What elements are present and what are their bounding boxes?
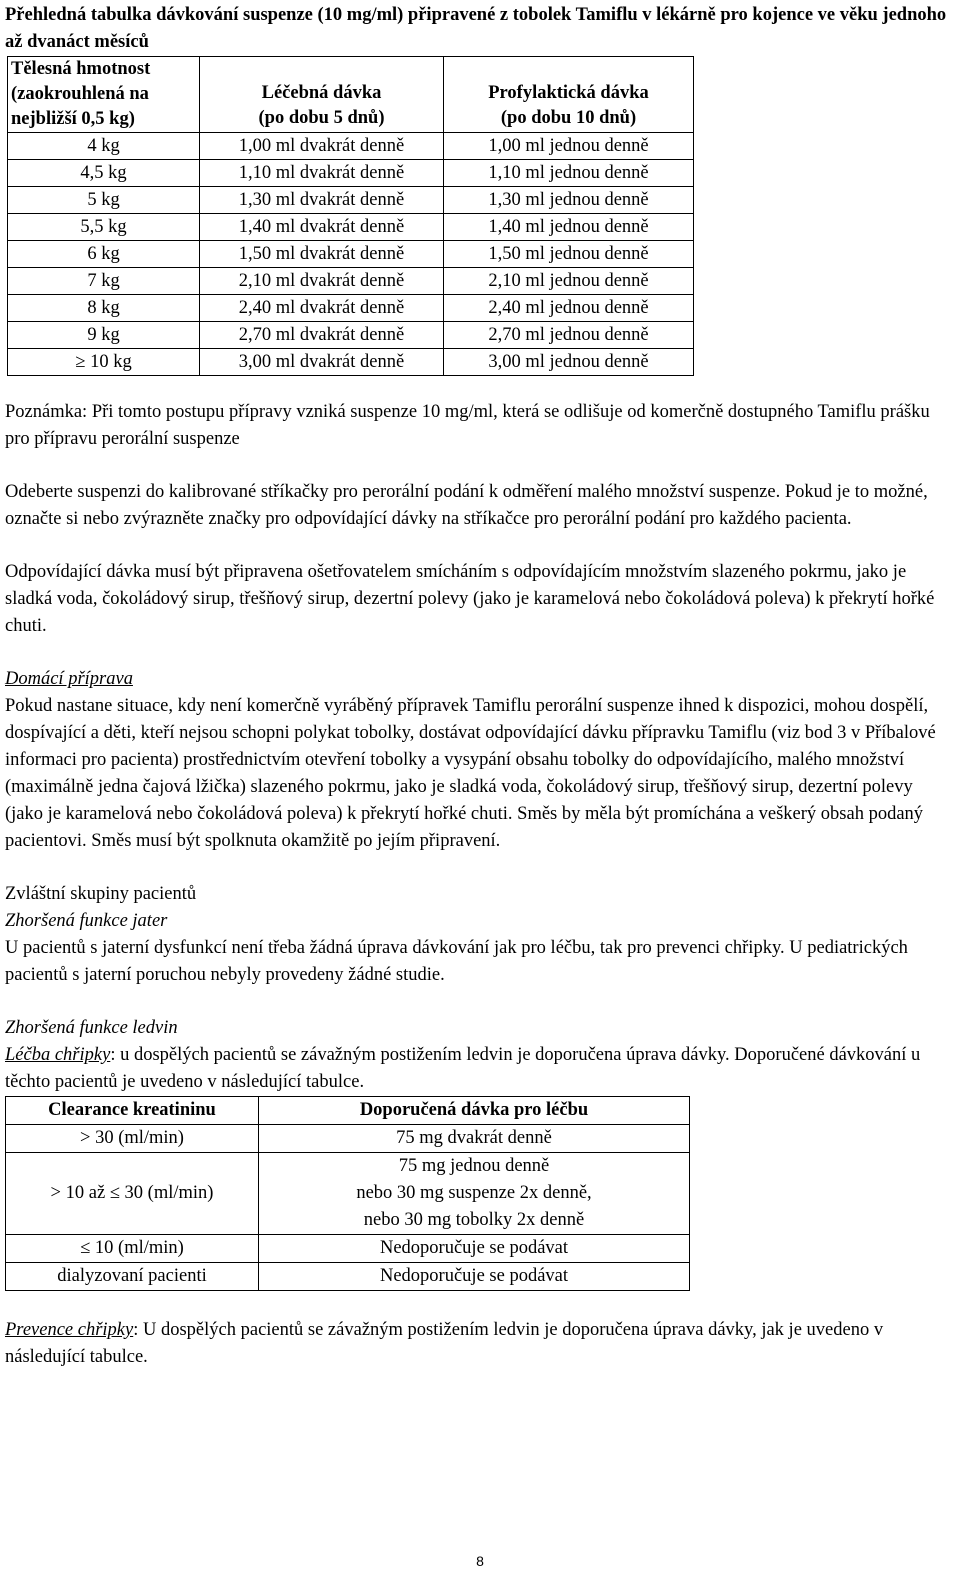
dose-cell: Nedoporučuje se podávat [259, 1263, 690, 1291]
header-prophylaxis: Profylaktická dávka (po dobu 10 dnů) [444, 57, 694, 133]
table-row [8, 187, 694, 214]
weight-cell: 6 kg [8, 241, 200, 268]
treatment-cell: 1,00 ml dvakrát denně [200, 133, 444, 160]
renal-treatment-text: : u dospělých pacientů se závažným postižením ledvin je doporučena úprava dávky. Doporučené dávkování u těchto pacientů je uvedeno v následující tabulce. [5, 1045, 921, 1092]
weight-cell: ≥ 10 kg [8, 349, 200, 376]
prevention-text: : U dospělých pacientů se závažným postižením ledvin je doporučena úprava dávky, jak je uvedeno v následující tabulce. [5, 1320, 884, 1367]
page-title: Přehledná tabulka dávkování suspenze (10 mg/ml) připravené z tobolek Tamiflu v lékárně pro kojence ve věku jednoho až dvanáct měsíců [5, 5, 947, 52]
treatment-cell: 1,40 ml dvakrát denně [200, 214, 444, 241]
header-recommended-dose: Doporučená dávka pro léčbu [259, 1097, 690, 1125]
treatment-cell: 1,30 ml dvakrát denně [200, 187, 444, 214]
prevention-label: Prevence chřipky [5, 1320, 134, 1340]
dose-preparation-paragraph: Odpovídající dávka musí být připravena ošetřovatelem smícháním s odpovídajícím množstvím slazeného pokrmu, jako je sladká voda, čokoládový sirup, třešňový sirup, dezertní polevy (jako je karamelová nebo čokoládová poleva) k překrytí hořké chuti. [5, 562, 935, 636]
prophylaxis-cell: 1,10 ml jednou denně [444, 160, 694, 187]
treatment-cell: 3,00 ml dvakrát denně [200, 349, 444, 376]
table-row [8, 268, 694, 295]
weight-cell: 7 kg [8, 268, 200, 295]
table-row [6, 1153, 690, 1235]
prophylaxis-cell: 1,50 ml jednou denně [444, 241, 694, 268]
renal-dose-table [5, 1096, 690, 1291]
hepatic-text: U pacientů s jaterní dysfunkcí není třeba žádná úprava dávkování jak pro léčbu, tak pro prevenci chřipky. U pediatrických pacientů s jaterní poruchou nebyly provedeny žádné studie. [5, 938, 908, 985]
special-groups-heading: Zvláštní skupiny pacientů [5, 884, 197, 904]
table-row [8, 133, 694, 160]
prophylaxis-cell: 3,00 ml jednou denně [444, 349, 694, 376]
weight-cell: 5,5 kg [8, 214, 200, 241]
home-preparation-heading: Domácí příprava [5, 669, 133, 689]
table-row [6, 1235, 690, 1263]
table-row [6, 1125, 690, 1153]
treatment-cell: 2,10 ml dvakrát denně [200, 268, 444, 295]
syringe-paragraph: Odeberte suspenzi do kalibrované stříkačky pro perorální podání k odměření malého množství suspenze. Pokud je to možné, označte si nebo zvýrazněte značky pro odpovídající dávky na stříkačce pro perorální podání pro každého pacienta. [5, 482, 928, 529]
weight-cell: 5 kg [8, 187, 200, 214]
prophylaxis-cell: 2,10 ml jednou denně [444, 268, 694, 295]
prophylaxis-cell: 1,40 ml jednou denně [444, 214, 694, 241]
table-row [8, 160, 694, 187]
home-preparation-text: Pokud nastane situace, kdy není komerčně vyráběný přípravek Tamiflu perorální suspenze ihned k dispozici, mohou dospělí, dospívající a děti, kteří nejsou schopni polykat tobolky, dostávat odpovídající dávku přípravku Tamiflu (viz bod 3 v Příbalové informaci pro pacienta) prostřednictvím otevření tobolky a vysypání obsahu tobolky do odpovídajícího, malého množství (maximálně jedna čajová lžička) slazeného pokrmu, jako je sladká voda, čokoládový sirup, třešňový sirup, dezertní polevy (jako je karamelová nebo čokoládová poleva) k překrytí hořké chuti. Směs by měla být promíchána a veškerý obsah podaný pacientovi. Směs musí být spolknuta okamžitě po jejím připravení. [5, 696, 936, 851]
treatment-cell: 2,70 ml dvakrát denně [200, 322, 444, 349]
document-page [5, 0, 955, 1371]
treatment-cell: 1,50 ml dvakrát denně [200, 241, 444, 268]
table-row [6, 1263, 690, 1291]
dose-cell: 75 mg dvakrát denně [259, 1125, 690, 1153]
header-clearance: Clearance kreatininu [6, 1097, 259, 1125]
clearance-cell: > 30 (ml/min) [6, 1125, 259, 1153]
hepatic-heading: Zhoršená funkce jater [5, 911, 168, 931]
clearance-cell: > 10 až ≤ 30 (ml/min) [6, 1153, 259, 1235]
weight-cell: 4 kg [8, 133, 200, 160]
weight-cell: 9 kg [8, 322, 200, 349]
renal-treatment-label: Léčba chřipky [5, 1045, 111, 1065]
prophylaxis-cell: 2,40 ml jednou denně [444, 295, 694, 322]
weight-cell: 8 kg [8, 295, 200, 322]
note-paragraph: Poznámka: Při tomto postupu přípravy vzniká suspenze 10 mg/ml, která se odlišuje od komerčně dostupného Tamiflu prášku pro přípravu perorální suspenze [5, 402, 930, 449]
dose-cell: Nedoporučuje se podávat [259, 1235, 690, 1263]
treatment-cell: 2,40 ml dvakrát denně [200, 295, 444, 322]
header-weight: Tělesná hmotnost (zaokrouhlená na nejbližší 0,5 kg) [8, 57, 200, 133]
table-row [8, 241, 694, 268]
table-row [8, 295, 694, 322]
treatment-cell: 1,10 ml dvakrát denně [200, 160, 444, 187]
header-treatment: Léčebná dávka (po dobu 5 dnů) [200, 57, 444, 133]
prophylaxis-cell: 1,30 ml jednou denně [444, 187, 694, 214]
clearance-cell: dialyzovaní pacienti [6, 1263, 259, 1291]
table-row [8, 214, 694, 241]
prophylaxis-cell: 1,00 ml jednou denně [444, 133, 694, 160]
dose-table [7, 56, 694, 376]
prevention-paragraph [5, 1317, 955, 1371]
renal-treatment-paragraph [5, 1042, 955, 1096]
weight-cell: 4,5 kg [8, 160, 200, 187]
renal-table-header [6, 1097, 690, 1125]
clearance-cell: ≤ 10 (ml/min) [6, 1235, 259, 1263]
prophylaxis-cell: 2,70 ml jednou denně [444, 322, 694, 349]
table-row [8, 322, 694, 349]
dose-cell: 75 mg jednou denně nebo 30 mg suspenze 2x denně, nebo 30 mg tobolky 2x denně [259, 1153, 690, 1235]
dose-table-header [8, 57, 694, 133]
renal-heading: Zhoršená funkce ledvin [5, 1018, 178, 1038]
page-number: 8 [476, 1553, 484, 1569]
table-row [8, 349, 694, 376]
